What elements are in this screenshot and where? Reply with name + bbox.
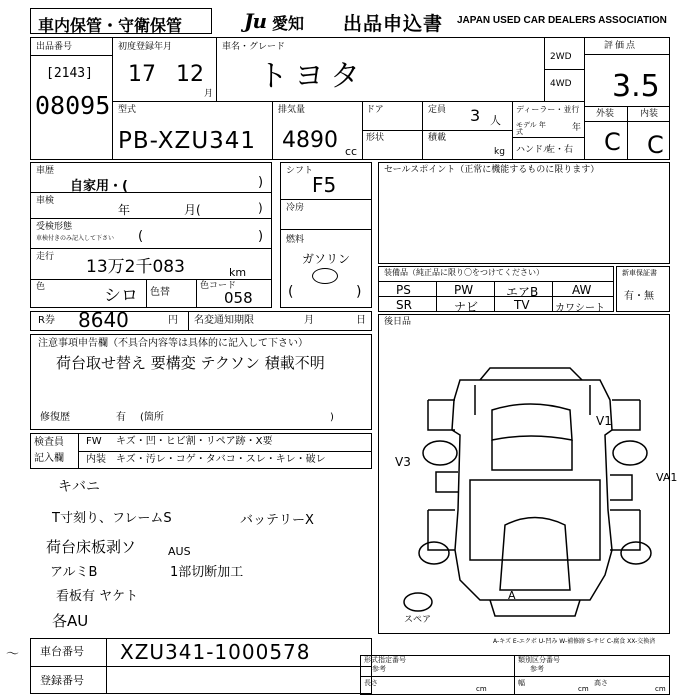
notice-label: 名変通知期限 (194, 315, 254, 326)
load-label: 積載 (428, 133, 447, 143)
equip-aw: AW (572, 283, 592, 297)
ju-logo: Ju (244, 9, 267, 33)
lot-sub-number: [2143] (46, 66, 93, 81)
shift-label: シフト (286, 166, 314, 176)
spare-label: スペア (404, 615, 432, 625)
registration-month-unit: 月 (204, 89, 214, 99)
inspection-label: 車検 (36, 196, 55, 206)
repair-close: ) (330, 412, 334, 423)
dim-height-unit: cm (655, 685, 666, 693)
equip-tv: TV (514, 298, 530, 312)
color-code-label: 色コード (200, 281, 237, 291)
equip-airbag: エアB (506, 285, 539, 299)
warranty-label: 新車保証書 (622, 269, 657, 277)
fuel-paren-close: ) (356, 284, 362, 300)
registration-label: 初度登録年月 (118, 42, 173, 52)
inspector-fw-items: キズ・凹・ヒビ割・リペア跡・X要 (116, 436, 273, 447)
warranty-value: 有・無 (624, 291, 654, 302)
fuel-paren-open: ( (288, 284, 294, 300)
doors-label: ドア (366, 105, 384, 115)
model-label: 型式 (118, 105, 137, 115)
inspection-year: 年 (118, 203, 131, 217)
note-v3: V3 (395, 455, 411, 469)
repair-place: (箇所 (140, 412, 164, 423)
note-aus: AUS (168, 545, 191, 558)
inspector-fw-label: FW (86, 436, 102, 447)
color-change-label: 色替 (150, 287, 170, 298)
dim-height: 高さ (594, 679, 608, 687)
grade-value: 3.5 (612, 69, 660, 104)
type-number-label: 形式指定番号 (364, 656, 406, 664)
handle-value: 左・右 (546, 145, 574, 155)
dim-width: 幅 (518, 679, 525, 687)
repair-value: 有 (116, 412, 126, 423)
model-year-label: モデル 年式 (516, 121, 546, 136)
mileage-unit: km (229, 266, 247, 279)
form-title: 出品申込書 (343, 13, 444, 35)
note-each: 各AU (52, 612, 89, 630)
stray-mark: 〜 (6, 647, 20, 662)
damage-legend: A-キズ E-エクボ U-凹み W-補修跡 S-サビ C-腐食 XX-交換済 (493, 638, 656, 645)
displacement-unit: cc (345, 145, 358, 158)
inspector-interior-items: キズ・汚レ・コゲ・タバコ・スレ・キレ・破レ (116, 454, 326, 465)
received-note: 車検付きのみ記入して下さい (36, 235, 115, 242)
caution-handwritten: 荷台取せ替え 要構変 テクソン 積載不明 (56, 354, 325, 372)
equip-seat: カワシート (555, 303, 605, 314)
registration-year: 17 (128, 62, 156, 87)
inspector-label-top: 検査員 (34, 437, 64, 448)
color-code: 058 (224, 289, 253, 307)
history-label: 車歴 (36, 166, 55, 176)
capacity-label: 定員 (428, 105, 447, 115)
recycle-label: R券 (38, 315, 55, 326)
shift-value: F5 (312, 173, 337, 197)
category-number-sub: 参考 (530, 665, 544, 673)
car-name-label: 車名・グレード (222, 42, 286, 52)
chassis-number: XZU341-1000578 (120, 640, 311, 664)
logo-region: 愛知 (272, 14, 305, 33)
recycle-value: 8640 (78, 308, 129, 332)
note-va1: VA1 (656, 471, 678, 484)
fuel-label: 燃料 (286, 235, 305, 245)
interior-label: 内装 (640, 109, 659, 119)
dim-length-unit: cm (476, 685, 487, 693)
received-paren-open: ( (138, 229, 144, 244)
displacement-value: 4890 (282, 128, 338, 153)
history-value: 自家用・( (70, 179, 128, 194)
model-value: PB-XZU341 (118, 128, 257, 154)
dim-width-unit: cm (578, 685, 589, 693)
note-v1: V1 (596, 414, 612, 428)
fuel-value: ガソリン (302, 252, 351, 266)
inspection-month: 月( (184, 203, 201, 217)
lot-label: 出品番号 (36, 42, 73, 52)
exterior-grade: C (604, 128, 621, 156)
load-unit: kg (494, 147, 505, 157)
received-paren-close: ) (258, 229, 264, 244)
note-battery: バッテリーX (240, 513, 314, 528)
caution-label: 注意事項申告欄（不具合内容等は具体的に記入して下さい） (38, 338, 308, 349)
storage-title: 車内保管・守衛保管 (38, 16, 183, 35)
received-label: 受検形態 (36, 222, 73, 232)
note-a: A (508, 589, 516, 602)
registration-month: 12 (176, 62, 204, 87)
mileage-label: 走行 (36, 252, 55, 262)
color-value: シロ (104, 286, 138, 306)
sales-point-box (378, 162, 670, 264)
equip-pw: PW (454, 283, 474, 297)
note-cut: 1部切断加工 (170, 565, 244, 580)
car-diagram (400, 360, 670, 630)
category-number-label: 類別区分番号 (518, 656, 560, 664)
inspector-interior-label: 内装 (86, 454, 106, 465)
capacity-value: 3 (470, 106, 481, 125)
note-alumi: アルミB (50, 565, 98, 580)
chassis-label: 車台番号 (40, 645, 84, 658)
after-date-label: 後日品 (384, 317, 412, 327)
equip-ps: PS (396, 283, 411, 297)
notice-day: 日 (356, 315, 366, 326)
inspector-label-bottom: 記入欄 (34, 453, 64, 464)
displacement-label: 排気量 (278, 105, 306, 115)
recycle-unit: 円 (168, 315, 178, 326)
exterior-label: 外装 (596, 109, 615, 119)
shape-label: 形状 (366, 133, 385, 143)
interior-grade: C (647, 131, 664, 159)
handle-label: ハンドル (516, 145, 553, 155)
color-label: 色 (36, 282, 46, 292)
note-kibani: キバニ (58, 479, 100, 495)
capacity-unit: 人 (490, 114, 501, 127)
type-number-box (360, 655, 670, 695)
note-bed-floor: 荷台床板剥ソ (46, 538, 137, 556)
car-name: トヨタ (258, 59, 366, 94)
fuel-circle (312, 268, 338, 284)
cooler-label: 冷房 (286, 203, 305, 213)
association-name: JAPAN USED CAR DEALERS ASSOCIATION (457, 15, 667, 26)
note-frame: T寸刻り、フレームS (52, 511, 172, 526)
dealer-label: ディーラー・並行 (516, 105, 580, 114)
drive-4wd: 4WD (550, 79, 572, 89)
plate-label: 登録番号 (40, 674, 84, 687)
grade-label: 評価点 (604, 41, 638, 51)
repair-label: 修復歴 (40, 412, 70, 423)
lot-number: 08095 (35, 91, 111, 120)
inspection-close: ) (258, 201, 263, 215)
equip-sr: SR (396, 298, 412, 312)
note-sign: 看板有 ヤケト (56, 589, 139, 604)
sales-point-label: セールスポイント（正常に機能するものに限ります） (384, 165, 600, 175)
mileage-value: 13万2千083 (86, 257, 185, 277)
dim-length: 長さ (364, 679, 378, 687)
year-unit: 年 (572, 123, 582, 133)
history-close: ) (258, 175, 264, 190)
type-number-sub: 参考 (372, 665, 386, 673)
equip-navi: ナビ (454, 300, 479, 314)
equipment-label: 装備品（純正品に限り〇をつけてください） (384, 268, 544, 277)
drive-2wd: 2WD (550, 52, 572, 62)
notice-month: 月 (304, 315, 314, 326)
